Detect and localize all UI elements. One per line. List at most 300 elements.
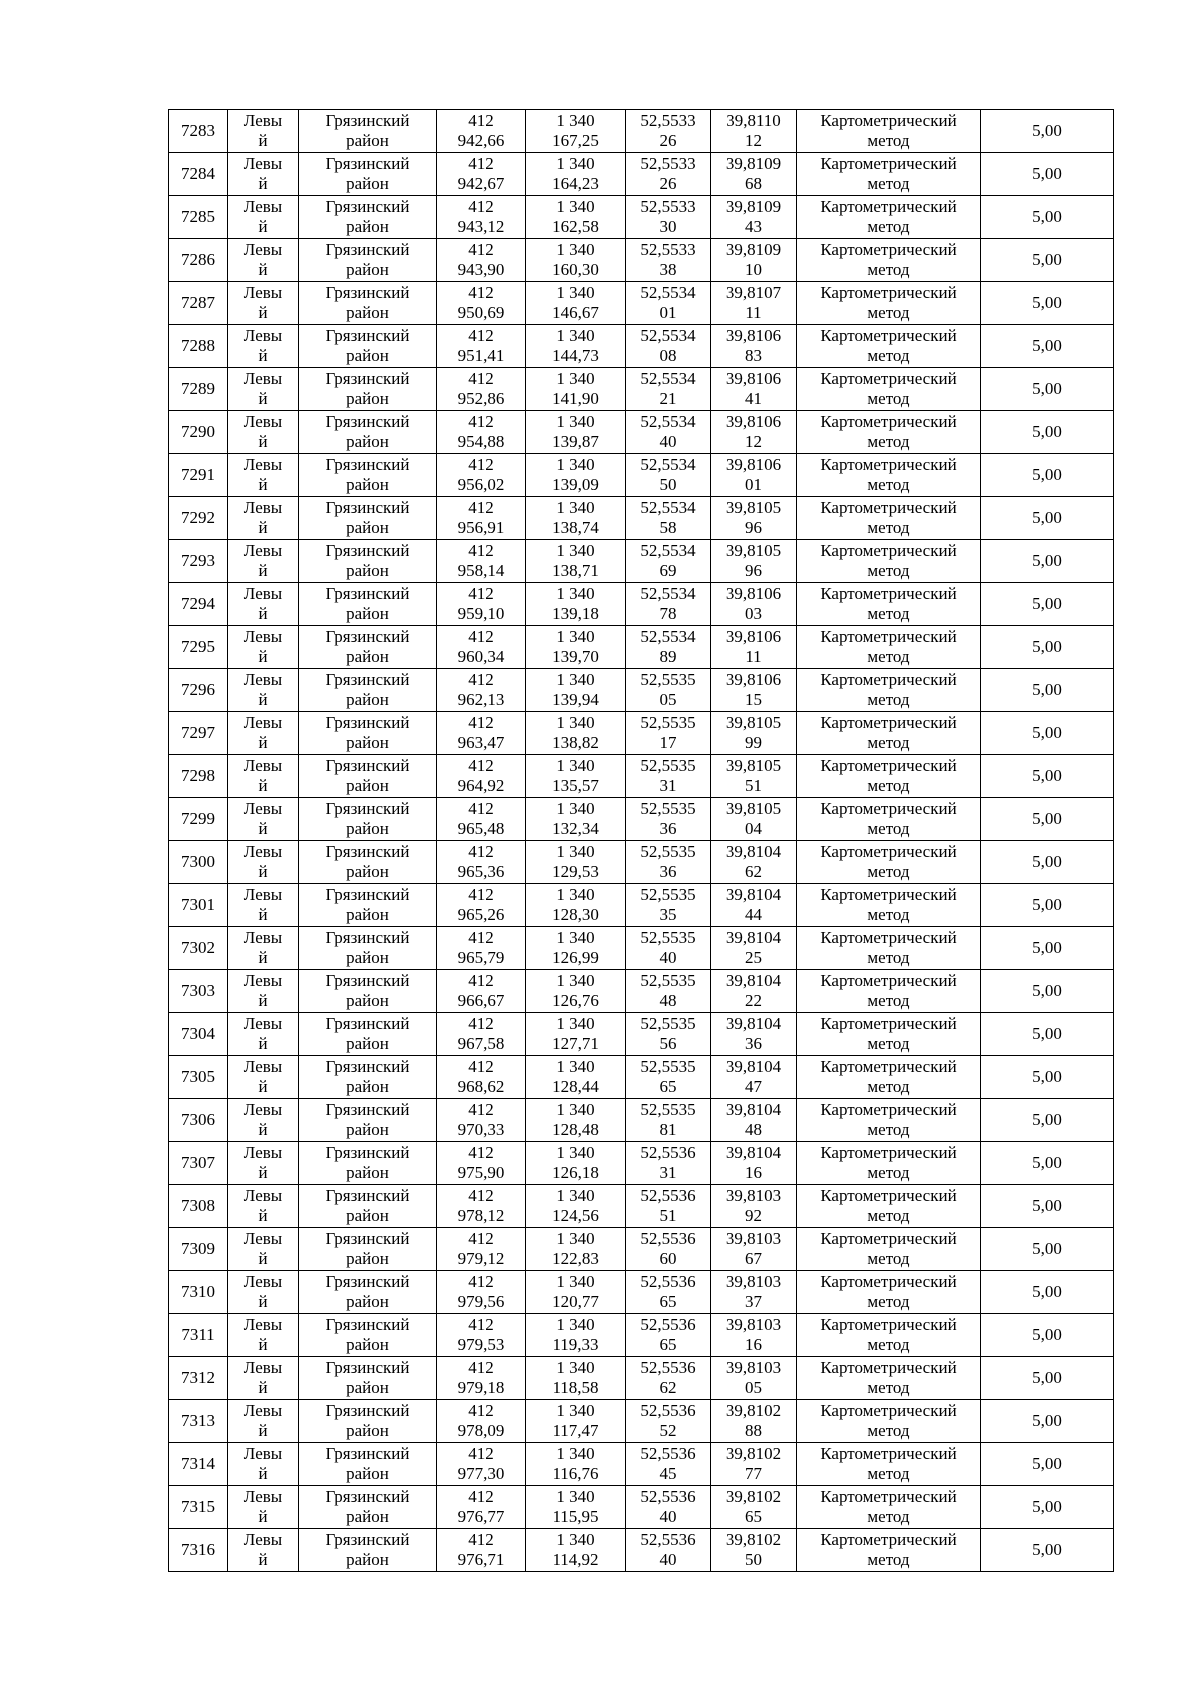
bank-side-line-1: Левы <box>243 1401 283 1420</box>
point-number-cell: 7290 <box>169 411 228 454</box>
point-number-cell: 7296 <box>169 669 228 712</box>
latitude-cell <box>626 1443 711 1486</box>
coord-x-line-2: 943,90 <box>457 260 505 279</box>
latitude-line-2: 51 <box>659 1206 677 1225</box>
method-line-1: Картометрический <box>820 412 957 431</box>
longitude-line-2: 10 <box>745 260 762 279</box>
bank-side-line-1: Левы <box>243 842 283 861</box>
coord-x-line-2: 979,53 <box>457 1335 505 1354</box>
district-line-1: Грязинский <box>325 1229 410 1248</box>
point-number-cell: 7310 <box>169 1271 228 1314</box>
bank-side-line-1: Левы <box>243 1186 283 1205</box>
method-line-2: метод <box>867 1335 910 1354</box>
coord-y-cell <box>526 1529 626 1572</box>
coord-x-line-2: 978,12 <box>457 1206 505 1225</box>
bank-side-line-1: Левы <box>243 455 283 474</box>
accuracy-cell: 5,00 <box>981 669 1114 712</box>
method-line-1: Картометрический <box>820 1487 957 1506</box>
district-line-1: Грязинский <box>325 584 410 603</box>
coord-x-line-1: 412 <box>468 498 494 517</box>
method-line-1: Картометрический <box>820 369 957 388</box>
coord-y-line-1: 1 340 <box>556 799 595 818</box>
district-line-1: Грязинский <box>325 1014 410 1033</box>
longitude-cell <box>711 454 797 497</box>
longitude-line-1: 39,8103 <box>725 1229 782 1248</box>
method-line-2: метод <box>867 1034 910 1053</box>
coord-y-line-2: 128,48 <box>552 1120 599 1139</box>
method-cell <box>797 755 981 798</box>
district-line-2: район <box>346 1292 389 1311</box>
coord-x-line-2: 963,47 <box>457 733 505 752</box>
district-line-1: Грязинский <box>325 1444 410 1463</box>
bank-side-cell <box>228 841 299 884</box>
latitude-line-1: 52,5536 <box>640 1530 696 1549</box>
district-cell <box>299 1271 437 1314</box>
bank-side-line-1: Левы <box>243 1057 283 1076</box>
longitude-line-1: 39,8105 <box>725 756 782 775</box>
coord-y-line-2: 139,87 <box>552 432 599 451</box>
coord-x-line-2: 976,77 <box>457 1507 505 1526</box>
accuracy-cell: 5,00 <box>981 153 1114 196</box>
longitude-line-1: 39,8105 <box>725 713 782 732</box>
accuracy-cell: 5,00 <box>981 970 1114 1013</box>
coord-x-line-1: 412 <box>468 1057 494 1076</box>
bank-side-line-1: Левы <box>243 799 283 818</box>
latitude-line-2: 56 <box>659 1034 677 1053</box>
coord-y-cell <box>526 1314 626 1357</box>
coord-x-cell <box>437 1271 526 1314</box>
longitude-cell <box>711 712 797 755</box>
method-cell <box>797 798 981 841</box>
table-row <box>169 153 1114 196</box>
latitude-line-2: 31 <box>659 776 677 795</box>
longitude-cell <box>711 540 797 583</box>
longitude-cell <box>711 1056 797 1099</box>
table-row <box>169 325 1114 368</box>
latitude-cell <box>626 239 711 282</box>
coord-x-line-1: 412 <box>468 1444 494 1463</box>
district-cell <box>299 626 437 669</box>
longitude-line-2: 05 <box>745 1378 762 1397</box>
latitude-line-2: 08 <box>659 346 677 365</box>
bank-side-line-1: Левы <box>243 1358 283 1377</box>
latitude-cell <box>626 110 711 153</box>
coord-x-line-2: 975,90 <box>457 1163 505 1182</box>
latitude-line-2: 30 <box>659 217 677 236</box>
coord-y-line-1: 1 340 <box>556 154 595 173</box>
coord-x-line-2: 979,12 <box>457 1249 505 1268</box>
point-number-cell: 7286 <box>169 239 228 282</box>
latitude-line-2: 65 <box>659 1292 677 1311</box>
coord-y-line-1: 1 340 <box>556 1401 595 1420</box>
bank-side-line-1: Левы <box>243 670 283 689</box>
method-line-1: Картометрический <box>820 111 957 130</box>
longitude-line-1: 39,8106 <box>725 326 782 345</box>
accuracy-cell: 5,00 <box>981 1099 1114 1142</box>
coord-y-cell <box>526 368 626 411</box>
method-line-1: Картометрический <box>820 1272 957 1291</box>
bank-side-line-1: Левы <box>243 111 283 130</box>
latitude-cell <box>626 712 711 755</box>
coord-y-line-2: 126,99 <box>552 948 599 967</box>
accuracy-cell: 5,00 <box>981 239 1114 282</box>
district-line-1: Грязинский <box>325 799 410 818</box>
bank-side-line-2: й <box>258 991 268 1010</box>
method-line-2: метод <box>867 131 910 150</box>
bank-side-cell <box>228 1271 299 1314</box>
district-line-2: район <box>346 518 389 537</box>
method-cell <box>797 1099 981 1142</box>
bank-side-line-2: й <box>258 432 268 451</box>
longitude-line-1: 39,8106 <box>725 670 782 689</box>
coord-y-line-1: 1 340 <box>556 1487 595 1506</box>
coord-x-cell <box>437 927 526 970</box>
latitude-cell <box>626 583 711 626</box>
district-cell <box>299 1443 437 1486</box>
accuracy-cell: 5,00 <box>981 411 1114 454</box>
bank-side-line-2: й <box>258 1335 268 1354</box>
bank-side-line-2: й <box>258 1421 268 1440</box>
point-number-cell: 7308 <box>169 1185 228 1228</box>
bank-side-line-1: Левы <box>243 1315 283 1334</box>
longitude-line-1: 39,8106 <box>725 584 782 603</box>
point-number-cell: 7304 <box>169 1013 228 1056</box>
coord-x-cell <box>437 626 526 669</box>
method-line-1: Картометрический <box>820 842 957 861</box>
longitude-cell <box>711 1486 797 1529</box>
district-line-2: район <box>346 217 389 236</box>
district-line-2: район <box>346 475 389 494</box>
district-cell <box>299 970 437 1013</box>
district-line-2: район <box>346 561 389 580</box>
longitude-cell <box>711 325 797 368</box>
bank-side-line-1: Левы <box>243 627 283 646</box>
longitude-line-2: 37 <box>745 1292 762 1311</box>
bank-side-line-1: Левы <box>243 1100 283 1119</box>
coord-y-line-1: 1 340 <box>556 1315 595 1334</box>
coord-y-line-1: 1 340 <box>556 842 595 861</box>
district-line-2: район <box>346 1163 389 1182</box>
coord-x-line-2: 954,88 <box>457 432 505 451</box>
coord-y-line-2: 135,57 <box>552 776 599 795</box>
table-row <box>169 1443 1114 1486</box>
bank-side-line-1: Левы <box>243 584 283 603</box>
district-cell <box>299 282 437 325</box>
district-line-2: район <box>346 1249 389 1268</box>
coord-x-cell <box>437 1486 526 1529</box>
method-cell <box>797 1443 981 1486</box>
coord-x-line-1: 412 <box>468 584 494 603</box>
longitude-cell <box>711 153 797 196</box>
method-line-2: метод <box>867 1292 910 1311</box>
coord-x-cell <box>437 712 526 755</box>
longitude-line-2: 25 <box>745 948 762 967</box>
latitude-line-1: 52,5533 <box>640 111 696 130</box>
bank-side-line-2: й <box>258 1292 268 1311</box>
coord-y-line-1: 1 340 <box>556 670 595 689</box>
coord-x-cell <box>437 970 526 1013</box>
coord-x-cell <box>437 368 526 411</box>
district-line-1: Грязинский <box>325 1057 410 1076</box>
latitude-line-2: 60 <box>659 1249 677 1268</box>
coord-y-line-1: 1 340 <box>556 455 595 474</box>
point-number-cell: 7313 <box>169 1400 228 1443</box>
method-line-2: метод <box>867 1120 910 1139</box>
bank-side-line-1: Левы <box>243 197 283 216</box>
coord-x-cell <box>437 454 526 497</box>
table-row <box>169 626 1114 669</box>
method-line-1: Картометрический <box>820 197 957 216</box>
bank-side-line-1: Левы <box>243 971 283 990</box>
district-line-2: район <box>346 1335 389 1354</box>
point-number-cell: 7285 <box>169 196 228 239</box>
coord-y-cell <box>526 454 626 497</box>
method-line-1: Картометрический <box>820 326 957 345</box>
point-number-cell: 7309 <box>169 1228 228 1271</box>
latitude-line-2: 58 <box>659 518 677 537</box>
district-line-2: район <box>346 432 389 451</box>
bank-side-cell <box>228 325 299 368</box>
coord-y-cell <box>526 1357 626 1400</box>
coord-x-line-2: 965,36 <box>457 862 505 881</box>
point-number-cell: 7295 <box>169 626 228 669</box>
longitude-cell <box>711 411 797 454</box>
point-number-cell: 7298 <box>169 755 228 798</box>
method-line-2: метод <box>867 647 910 666</box>
coord-x-cell <box>437 884 526 927</box>
district-cell <box>299 712 437 755</box>
longitude-line-2: 96 <box>745 518 762 537</box>
coord-y-cell <box>526 196 626 239</box>
accuracy-cell: 5,00 <box>981 1486 1114 1529</box>
latitude-line-2: 36 <box>659 819 677 838</box>
bank-side-cell <box>228 1185 299 1228</box>
longitude-cell <box>711 669 797 712</box>
district-line-1: Грязинский <box>325 326 410 345</box>
longitude-cell <box>711 626 797 669</box>
district-line-1: Грязинский <box>325 541 410 560</box>
longitude-line-2: 65 <box>745 1507 762 1526</box>
method-line-1: Картометрический <box>820 1186 957 1205</box>
bank-side-cell <box>228 454 299 497</box>
bank-side-line-2: й <box>258 1507 268 1526</box>
longitude-cell <box>711 841 797 884</box>
method-line-1: Картометрический <box>820 1014 957 1033</box>
longitude-line-2: 11 <box>745 647 762 666</box>
coord-y-line-1: 1 340 <box>556 756 595 775</box>
point-number-cell: 7316 <box>169 1529 228 1572</box>
accuracy-cell: 5,00 <box>981 927 1114 970</box>
point-number-cell: 7311 <box>169 1314 228 1357</box>
bank-side-line-1: Левы <box>243 1530 283 1549</box>
method-line-2: метод <box>867 1249 910 1268</box>
latitude-line-1: 52,5535 <box>640 842 696 861</box>
bank-side-line-2: й <box>258 647 268 666</box>
district-line-1: Грязинский <box>325 627 410 646</box>
method-cell <box>797 626 981 669</box>
district-cell <box>299 411 437 454</box>
method-cell <box>797 368 981 411</box>
longitude-line-2: 36 <box>745 1034 762 1053</box>
bank-side-cell <box>228 583 299 626</box>
bank-side-cell <box>228 1056 299 1099</box>
district-line-2: район <box>346 260 389 279</box>
bank-side-line-2: й <box>258 1206 268 1225</box>
latitude-line-1: 52,5536 <box>640 1444 696 1463</box>
point-number-cell: 7292 <box>169 497 228 540</box>
method-line-1: Картометрический <box>820 756 957 775</box>
coord-y-line-2: 116,76 <box>552 1464 599 1483</box>
coord-x-line-1: 412 <box>468 799 494 818</box>
method-cell <box>797 927 981 970</box>
coord-y-line-1: 1 340 <box>556 111 595 130</box>
latitude-cell <box>626 970 711 1013</box>
method-line-2: метод <box>867 346 910 365</box>
district-line-1: Грязинский <box>325 1358 410 1377</box>
longitude-line-1: 39,8106 <box>725 369 782 388</box>
coord-y-cell <box>526 497 626 540</box>
district-cell <box>299 540 437 583</box>
bank-side-line-1: Левы <box>243 412 283 431</box>
coord-x-line-1: 412 <box>468 1229 494 1248</box>
accuracy-cell: 5,00 <box>981 1357 1114 1400</box>
bank-side-line-1: Левы <box>243 1229 283 1248</box>
coord-x-line-1: 412 <box>468 1315 494 1334</box>
method-cell <box>797 669 981 712</box>
longitude-cell <box>711 1314 797 1357</box>
coord-x-line-2: 958,14 <box>457 561 505 580</box>
latitude-line-1: 52,5535 <box>640 1014 696 1033</box>
table-row <box>169 755 1114 798</box>
method-cell <box>797 1228 981 1271</box>
coord-y-line-2: 160,30 <box>552 260 599 279</box>
district-line-2: район <box>346 1034 389 1053</box>
longitude-line-1: 39,8105 <box>725 541 782 560</box>
coord-y-line-1: 1 340 <box>556 971 595 990</box>
longitude-cell <box>711 884 797 927</box>
coord-y-line-1: 1 340 <box>556 197 595 216</box>
coord-x-cell <box>437 1185 526 1228</box>
latitude-line-1: 52,5535 <box>640 971 696 990</box>
district-line-2: район <box>346 1120 389 1139</box>
longitude-line-2: 16 <box>745 1163 762 1182</box>
point-number-cell: 7305 <box>169 1056 228 1099</box>
table-row <box>169 1099 1114 1142</box>
bank-side-line-1: Левы <box>243 756 283 775</box>
district-line-2: район <box>346 1464 389 1483</box>
latitude-cell <box>626 153 711 196</box>
district-cell <box>299 841 437 884</box>
bank-side-cell <box>228 153 299 196</box>
accuracy-cell: 5,00 <box>981 1271 1114 1314</box>
longitude-line-1: 39,8102 <box>725 1530 782 1549</box>
latitude-line-1: 52,5534 <box>640 369 696 388</box>
accuracy-cell: 5,00 <box>981 196 1114 239</box>
district-cell <box>299 1013 437 1056</box>
method-cell <box>797 1271 981 1314</box>
longitude-line-2: 11 <box>745 303 762 322</box>
coord-x-line-1: 412 <box>468 1186 494 1205</box>
method-line-2: метод <box>867 217 910 236</box>
coord-x-line-2: 978,09 <box>457 1421 505 1440</box>
longitude-line-1: 39,8106 <box>725 455 782 474</box>
longitude-line-1: 39,8109 <box>725 197 782 216</box>
latitude-cell <box>626 755 711 798</box>
coord-y-line-2: 114,92 <box>552 1550 599 1569</box>
longitude-line-2: 12 <box>745 131 762 150</box>
table-row <box>169 1314 1114 1357</box>
latitude-line-2: 35 <box>659 905 677 924</box>
coord-x-cell <box>437 282 526 325</box>
bank-side-cell <box>228 368 299 411</box>
method-line-1: Картометрический <box>820 1057 957 1076</box>
latitude-line-1: 52,5536 <box>640 1143 696 1162</box>
coord-x-line-1: 412 <box>468 1401 494 1420</box>
district-line-1: Грязинский <box>325 842 410 861</box>
accuracy-cell: 5,00 <box>981 368 1114 411</box>
coord-x-line-2: 965,26 <box>457 905 505 924</box>
table-row <box>169 884 1114 927</box>
latitude-line-1: 52,5535 <box>640 1057 696 1076</box>
coord-x-line-1: 412 <box>468 541 494 560</box>
longitude-cell <box>711 1099 797 1142</box>
method-line-1: Картометрический <box>820 584 957 603</box>
method-line-2: метод <box>867 518 910 537</box>
point-number-cell: 7301 <box>169 884 228 927</box>
coord-y-cell <box>526 755 626 798</box>
coord-x-cell <box>437 239 526 282</box>
method-line-2: метод <box>867 1206 910 1225</box>
district-line-1: Грязинский <box>325 283 410 302</box>
coord-y-cell <box>526 325 626 368</box>
latitude-cell <box>626 497 711 540</box>
method-line-1: Картометрический <box>820 713 957 732</box>
district-cell <box>299 884 437 927</box>
latitude-line-2: 69 <box>659 561 677 580</box>
latitude-line-1: 52,5535 <box>640 885 696 904</box>
method-cell <box>797 497 981 540</box>
longitude-cell <box>711 196 797 239</box>
longitude-line-2: 68 <box>745 174 762 193</box>
bank-side-line-2: й <box>258 776 268 795</box>
latitude-line-2: 31 <box>659 1163 677 1182</box>
bank-side-line-2: й <box>258 948 268 967</box>
coord-y-line-1: 1 340 <box>556 1057 595 1076</box>
method-cell <box>797 153 981 196</box>
table-row <box>169 454 1114 497</box>
district-line-1: Грязинский <box>325 412 410 431</box>
bank-side-cell <box>228 1486 299 1529</box>
coord-y-line-1: 1 340 <box>556 1014 595 1033</box>
coord-y-cell <box>526 884 626 927</box>
bank-side-line-2: й <box>258 1034 268 1053</box>
bank-side-line-2: й <box>258 561 268 580</box>
district-line-2: район <box>346 303 389 322</box>
coord-y-line-1: 1 340 <box>556 1100 595 1119</box>
latitude-cell <box>626 798 711 841</box>
district-cell <box>299 1142 437 1185</box>
accuracy-cell: 5,00 <box>981 454 1114 497</box>
coord-y-line-2: 132,34 <box>552 819 599 838</box>
coord-x-line-2: 967,58 <box>457 1034 505 1053</box>
coord-x-line-1: 412 <box>468 713 494 732</box>
longitude-line-2: 41 <box>745 389 762 408</box>
latitude-cell <box>626 1529 711 1572</box>
latitude-cell <box>626 884 711 927</box>
method-cell <box>797 1314 981 1357</box>
longitude-line-1: 39,8103 <box>725 1186 782 1205</box>
coord-x-line-1: 412 <box>468 670 494 689</box>
